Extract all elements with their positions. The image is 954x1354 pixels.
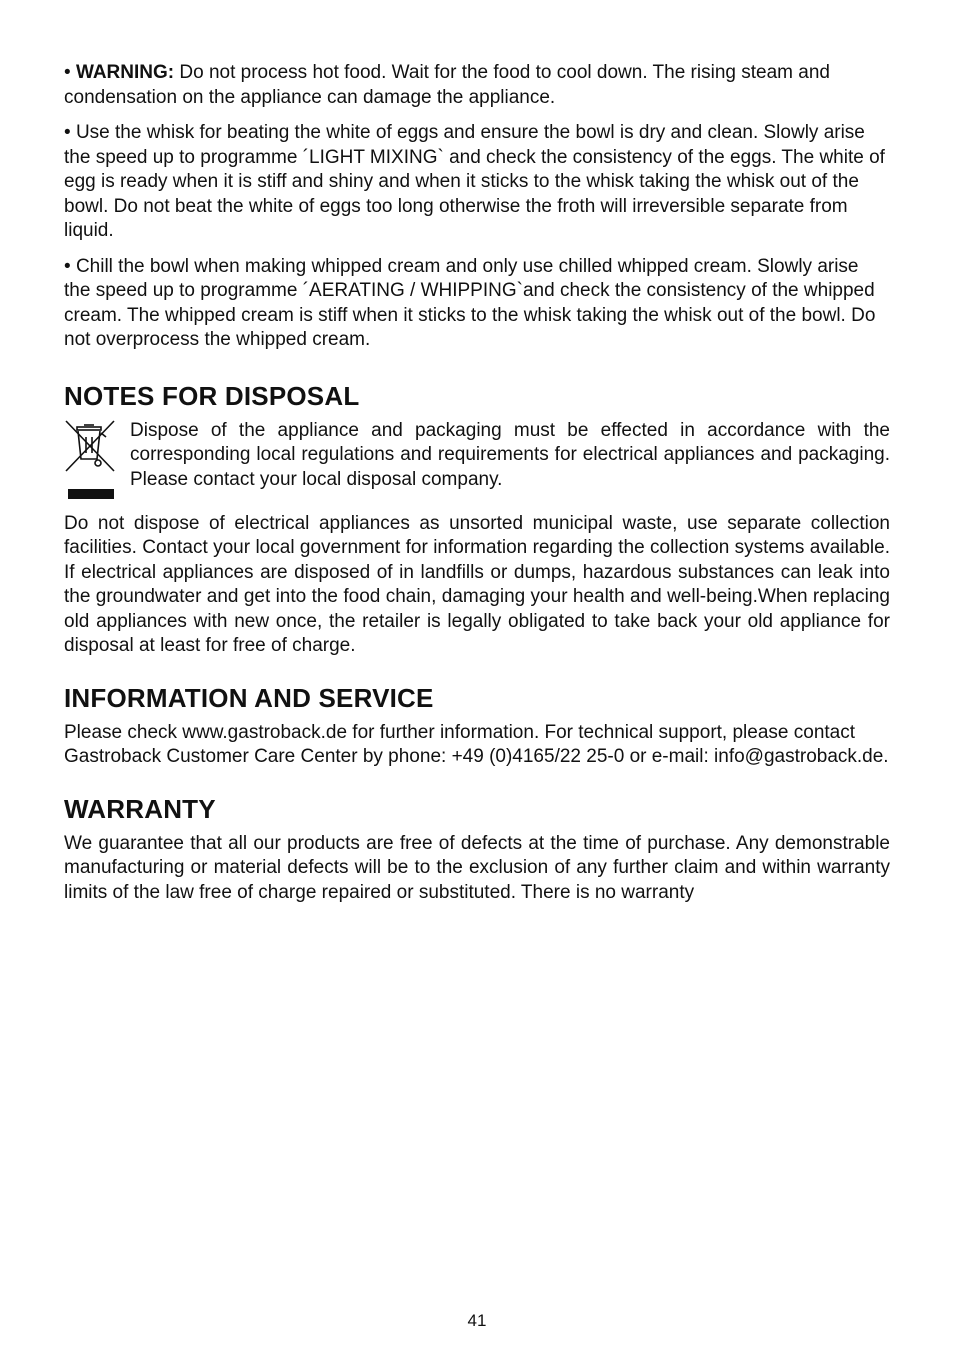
warning-label: WARNING: — [75, 62, 175, 83]
information-heading: INFORMATION AND SERVICE — [64, 682, 434, 713]
page-number: 41 — [467, 1311, 487, 1330]
warranty-heading: WARRANTY — [64, 793, 216, 824]
warranty-body: We guarantee that all our products are free of defects at the time of purchase. Any demonstrable manufacturing or material defects will be to the exclusion of any further claim and within warranty limits of the law free of charge repaired or substituted. There is no warranty — [64, 832, 890, 903]
whipped-cream-text: Chill the bowl when making whipped cream and only use chilled whipped cream. Slowly arise the speed up to programme ´AERATING / WHIPPING`and check the consistency of the whipped cream. The whipped cream is stiff when it sticks to the whisk taking the whisk out of the bowl. Do not overprocess the whipped cream. — [64, 255, 876, 350]
disposal-intro: Dispose of the appliance and packaging must be effected in accordance with the corresponding local regulations and requirements for electrical appliances and packaging. Please contact your local disposal company. — [130, 419, 890, 490]
egg-white-bullet: • Use the whisk for beating the white of eggs and ensure the bowl is dry and clean. Slowly arise the speed up to programme ´LIGHT MIXING` and check the consistency of the eggs. The white of egg is ready when it is stiff and shiny and when it sticks to the whisk taking the whisk out of the bowl. Do not beat the white of eggs too long otherwise the froth will irreversible separate from liquid. — [64, 122, 885, 241]
egg-white-text: Use the whisk for beating the white of eggs and ensure the bowl is dry and clean. Slowly arise the speed up to programme ´LIGHT MIXING` and check the consistency of the eggs. The white of egg is ready when it is stiff and shiny and when it sticks to the whisk taking the whisk out of the bowl. Do not beat the white of eggs too long otherwise the froth will irreversible separate from liquid. — [64, 122, 885, 241]
warning-bullet: • WARNING: Do not process hot food. Wait for the food to cool down. The rising steam and condensation on the appliance can damage the appliance. — [64, 62, 830, 108]
information-body: Please check www.gastroback.de for further information. For technical support, please contact Gastroback Customer Care Center by phone: +49 (0)4165/22 25-0 or e-mail: info@gastroback.de. — [64, 721, 889, 767]
whipped-cream-bullet: • Chill the bowl when making whipped cream and only use chilled whipped cream. Slowly arise the speed up to programme ´AERATING / WHIPPING`and check the consistency of the whipped cream. The whipped cream is stiff when it sticks to the whisk taking the whisk out of the bowl. Do not overprocess the whipped cream. — [64, 255, 876, 350]
disposal-heading: NOTES FOR DISPOSAL — [64, 380, 360, 411]
disposal-intro-row — [64, 419, 890, 501]
manual-page — [64, 61, 890, 905]
disposal-body: Do not dispose of electrical appliances as unsorted municipal waste, use separate collection facilities. Contact your local government for information regarding the collection systems available. If electrical appliances are disposed of in landfills or dumps, hazardous substances can leak into the groundwater and get into the food chain, damaging your health and well-being.When replacing old appliances with new once, the retailer is legally obligated to take back your old appliance for disposal at least for free of charge. — [64, 512, 890, 656]
crossed-out-wheelie-bin-icon — [64, 419, 118, 501]
warning-text: Do not process hot food. Wait for the food to cool down. The rising steam and condensation on the appliance can damage the appliance. — [64, 62, 830, 108]
